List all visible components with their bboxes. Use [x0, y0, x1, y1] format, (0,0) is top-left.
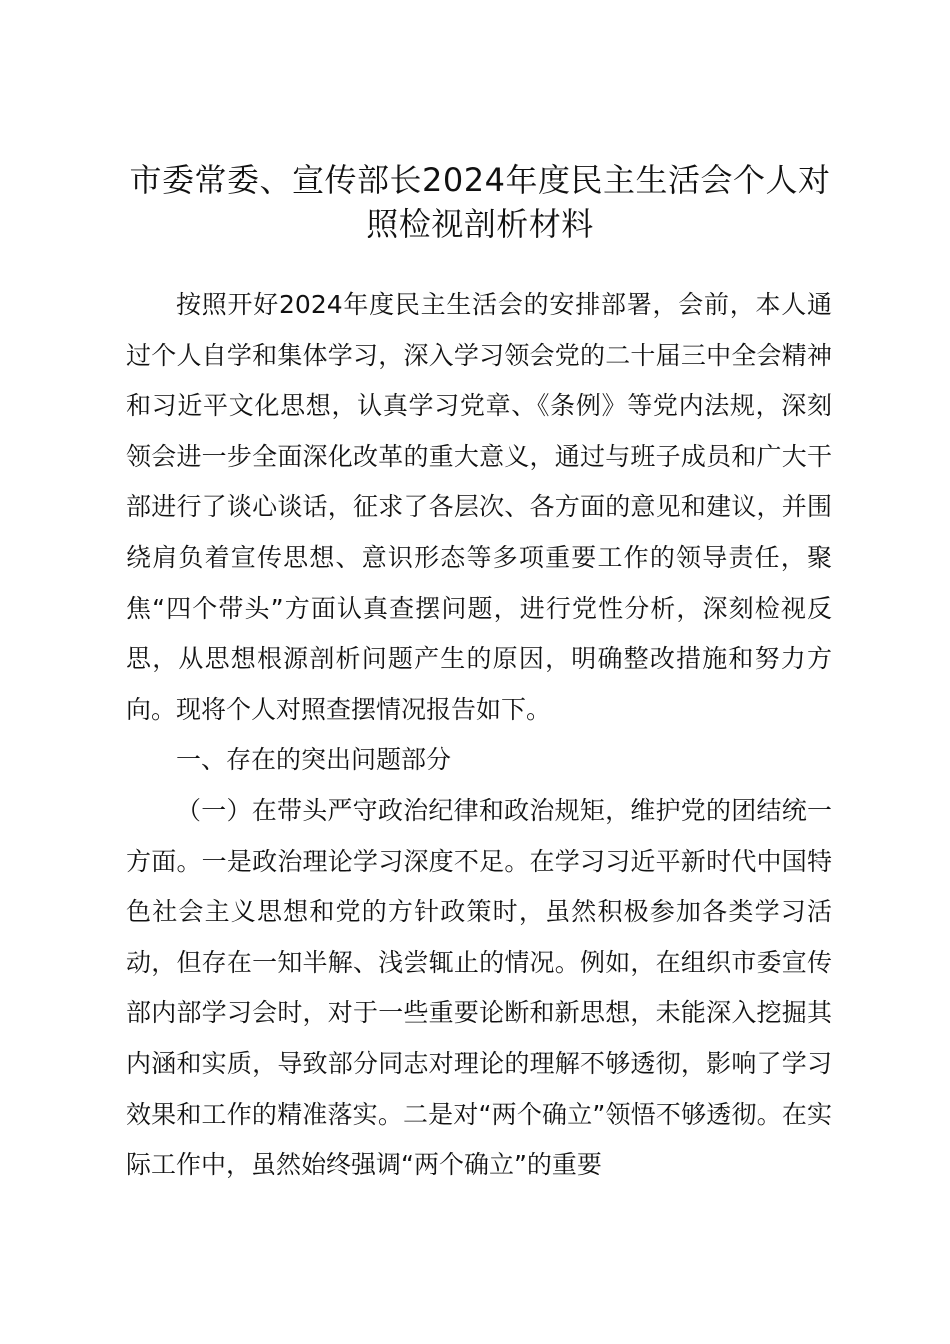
document-body	[126, 280, 832, 1191]
section-heading: 一、存在的突出问题部分	[176, 745, 452, 775]
intro-paragraph: 按照开好2024年度民主生活会的安排部署，会前，本人通过个人自学和集体学习，深入学习领会党的二十届三中全会精神和习近平文化思想，认真学习党章、《条例》等党内法规，深刻领会进一步全面深化改革的重大意义，通过与班子成员和广大干部进行了谈心谈话，征求了各层次、各方面的意见和建议，并围绕肩负着宣传思想、意识形态等多项重要工作的领导责任，聚焦“四个带头”方面认真查摆问题，进行党性分析，深刻检视反思，从思想根源剖析问题产生的原因，明确整改措施和努力方向。现将个人对照查摆情况报告如下。	[126, 290, 832, 724]
document-title: 市委常委、宣传部长2024年度民主生活会个人对照检视剖析材料	[129, 161, 831, 243]
section-paragraph: （一）在带头严守政治纪律和政治规矩，维护党的团结统一方面。一是政治理论学习深度不足。在学习习近平新时代中国特色社会主义思想和党的方针政策时，虽然积极参加各类学习活动，但存在一知半解、浅尝辄止的情况。例如，在组织市委宣传部内部学习会时，对于一些重要论断和新思想，未能深入挖掘其内涵和实质，导致部分同志对理论的理解不够透彻，影响了学习效果和工作的精准落实。二是对“两个确立”领悟不够透彻。在实际工作中，虽然始终强调“两个确立”的重要	[126, 795, 832, 1180]
